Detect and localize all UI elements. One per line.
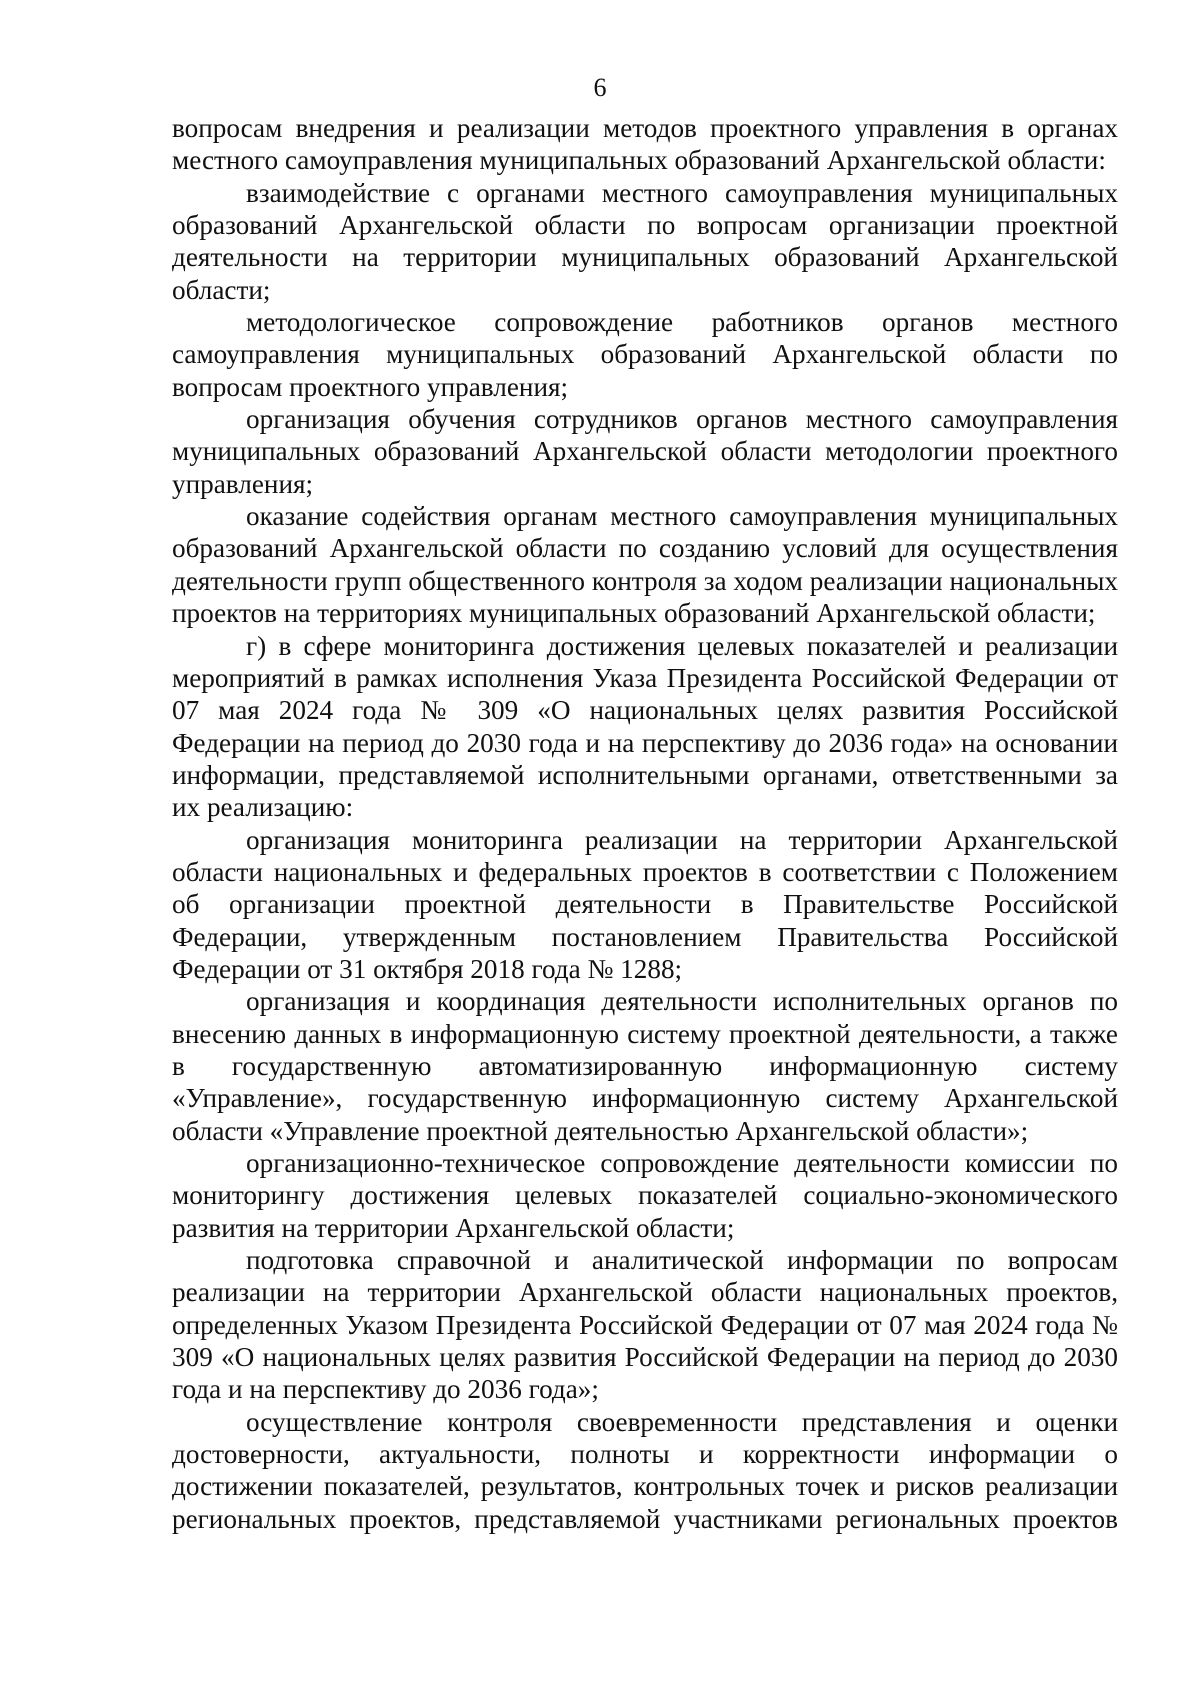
- paragraph-intro-continuation: вопросам внедрения и реализации методов проектного управления в органах местного самоуправления муниципальных образований Архангельской области:: [172, 113, 1118, 176]
- paragraph-analytical-information: подготовка справочной и аналитической информации по вопросам реализации на территории Архангельской области национальных проектов, определенных Указом Президента Российской Федерации от 07 мая 2024 года № 309 «О национальных целях развития Российской Федерации на период до 2030 года и на перспективу до 2036 года»;: [172, 1245, 1118, 1405]
- paragraph-methodological-support: методологическое сопровождение работников органов местного самоуправления муниципальных образований Архангельской области по вопросам проектного управления;: [172, 307, 1118, 402]
- paragraph-commission-support: организационно-техническое сопровождение деятельности комиссии по мониторингу достижения целевых показателей социально-экономического развития на территории Архангельской области;: [172, 1148, 1118, 1243]
- paragraph-reporting-control: осуществление контроля своевременности представления и оценки достоверности, актуальности, полноты и корректности информации о достижении показателей, результатов, контрольных точек и рисков реализации региональных проектов, представляемой участниками региональных проектов: [172, 1406, 1118, 1534]
- paragraph-interaction-with-municipalities: взаимодействие с органами местного самоуправления муниципальных образований Архангельской области по вопросам организации проектной деятельности на территории муниципальных образований Архангельской области;: [172, 177, 1118, 305]
- paragraph-information-systems-coordination: организация и координация деятельности исполнительных органов по внесению данных в информационную систему проектной деятельности, а также в государственную автоматизированную информационную систему «Управление», государственную информационную систему Архангельской области «Управление проектной деятельностью Архангельской области»;: [172, 986, 1118, 1146]
- paragraph-subsection-g-monitoring: г) в сфере мониторинга достижения целевых показателей и реализации мероприятий в рамках исполнения Указа Президента Российской Федерации от 07 мая 2024 года № 309 «О национальных целях развития Российской Федерации на период до 2030 года и на перспективу до 2036 года» на основании информации, представляемой исполнительными органами, ответственными за их реализацию:: [172, 630, 1118, 823]
- document-body: [172, 112, 1118, 1535]
- page-number: 6: [593, 73, 607, 102]
- paragraph-public-control-assistance: оказание содействия органам местного самоуправления муниципальных образований Архангельской области по созданию условий для осуществления деятельности групп общественного контроля за ходом реализации национальных проектов на территориях муниципальных образований Архангельской области;: [172, 501, 1118, 629]
- paragraph-national-projects-monitoring: организация мониторинга реализации на территории Архангельской области национальных и федеральных проектов в соответствии с Положением об организации проектной деятельности в Правительстве Российской Федерации, утвержденным постановлением Правительства Российской Федерации от 31 октября 2018 года № 1288;: [172, 824, 1118, 984]
- paragraph-training-organization: организация обучения сотрудников органов местного самоуправления муниципальных образований Архангельской области методологии проектного управления;: [172, 404, 1118, 499]
